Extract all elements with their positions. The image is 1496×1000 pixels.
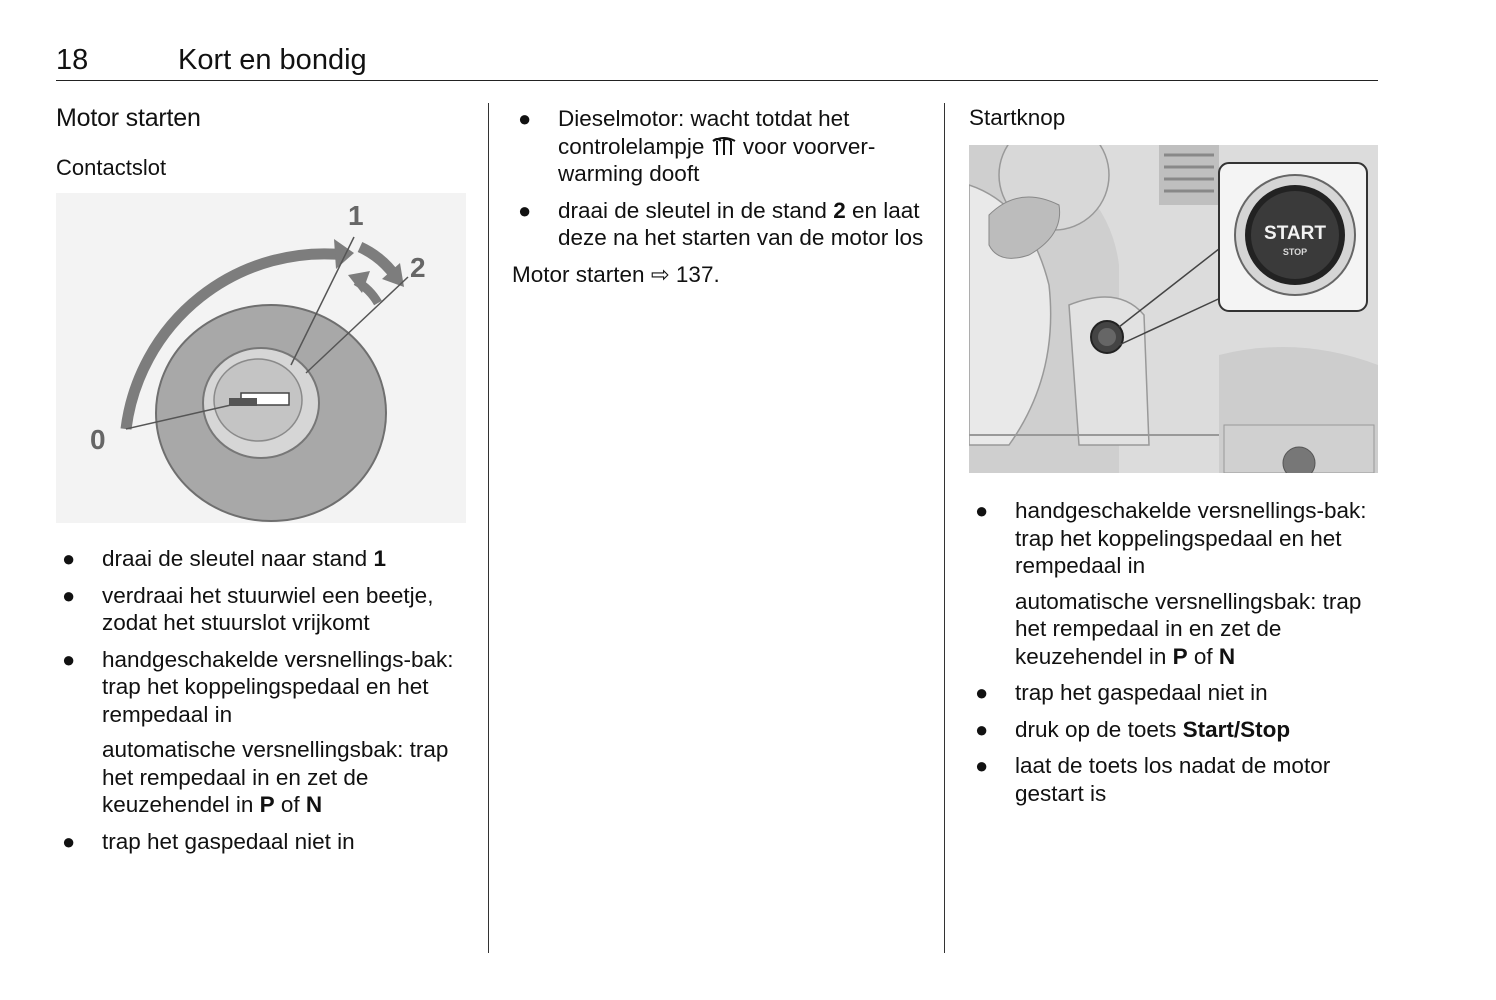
- list-item: ● verdraai het stuurwiel een beetje, zodat het stuurslot vrijkomt: [62, 582, 434, 635]
- glow-plug-icon: [711, 137, 737, 157]
- ignition-lock-illustration: [56, 193, 466, 523]
- middle-column: [512, 105, 924, 288]
- position-label-0: 0: [90, 424, 106, 455]
- section-heading: Motor starten: [56, 104, 201, 132]
- list-item: ● draai de sleutel in de stand 2 en laat deze na het starten van de motor los: [518, 197, 924, 250]
- list-item: ● draai de sleutel naar stand 1: [62, 546, 386, 571]
- column-divider: [488, 103, 489, 953]
- instruction-list: [56, 545, 468, 728]
- cross-reference: Motor starten ⇨ 137.: [512, 261, 720, 287]
- start-button-illustration: [969, 145, 1378, 473]
- instruction-list: [56, 828, 468, 856]
- list-continuation: automatische versnellingsbak: trap het rempedaal in en zet de keuzehendel in P of N: [1015, 588, 1362, 669]
- reference-arrow-icon: ⇨: [650, 261, 670, 287]
- page-number: 18: [56, 44, 89, 76]
- subsection-heading: Contactslot: [56, 155, 167, 180]
- instruction-list: [969, 497, 1379, 580]
- instruction-list: [969, 679, 1379, 807]
- list-item: ● handgeschakelde versnellings-bak: trap het koppelingspedaal en het rempedaal in: [975, 498, 1367, 578]
- position-label-2: 2: [410, 252, 426, 283]
- list-item: ● druk op de toets Start/Stop: [975, 716, 1291, 742]
- right-column: [969, 105, 1379, 816]
- left-column: [56, 104, 468, 864]
- list-item: ● Dieselmotor: wacht totdat het controlelampje voor voorver-warming dooft: [518, 106, 876, 186]
- position-label-1: 1: [348, 200, 364, 231]
- stop-button-label: STOP: [1282, 247, 1308, 257]
- header-title: Kort en bondig: [178, 44, 367, 76]
- list-item: ● handgeschakelde versnellings-bak: trap het koppelingspedaal en het rempedaal in: [62, 646, 454, 727]
- instruction-list: [512, 105, 924, 252]
- list-item: ● trap het gaspedaal niet in: [62, 828, 355, 854]
- subsection-heading: Startknop: [969, 105, 1066, 130]
- list-item: ● trap het gaspedaal niet in: [975, 680, 1268, 705]
- page-header: [56, 40, 1378, 81]
- list-item: ● laat de toets los nadat de motor gestart is: [975, 753, 1331, 806]
- column-divider: [944, 103, 945, 953]
- list-continuation: automatische versnellingsbak: trap het rempedaal in en zet de keuzehendel in P of N: [102, 737, 449, 817]
- start-button-label: START: [1264, 223, 1326, 244]
